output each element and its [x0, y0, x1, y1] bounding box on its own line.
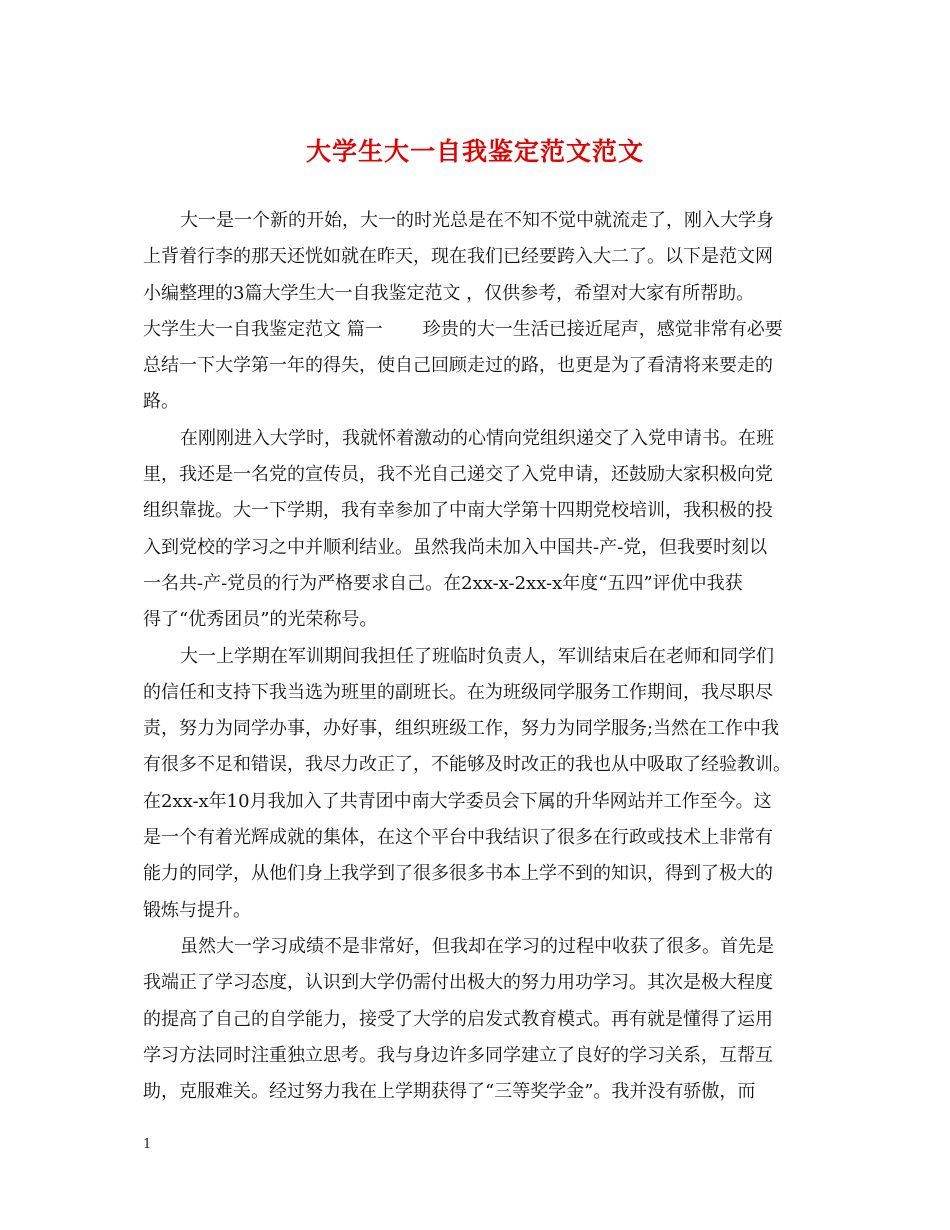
text-line: 的信任和支持下我当选为班里的副班长。在为班级同学服务工作期间，我尽职尽: [143, 681, 773, 703]
page-number: 1: [143, 1137, 152, 1152]
text-line: 一名共-产-党员的行为严格要求自己。在2xx-x-2xx-x年度“五四”评优中我获: [143, 572, 743, 594]
text-line: 大一是一个新的开始，大一的时光总是在不知不觉中就流走了，刚入大学身: [180, 210, 774, 231]
section-heading: 大学生大一自我鉴定范文 篇一: [143, 318, 383, 340]
text-line: 是一个有着光辉成就的集体，在这个平台中我结识了很多在行政或技术上非常有: [143, 827, 773, 849]
text-line: 大一上学期在军训期间我担任了班临时负责人，军训结束后在老师和同学们: [180, 645, 774, 667]
text-line: 上背着行李的那天还恍如就在昨天，现在我们已经要跨入大二了。以下是范文网: [143, 246, 773, 268]
text-line: 在刚刚进入大学时，我就怀着激动的心情向党组织递交了入党申请书。在班: [180, 427, 774, 449]
text-line: 虽然大一学习成绩不是非常好，但我却在学习的过程中收获了很多。首先是: [180, 935, 774, 957]
text-line: 有很多不足和错误，我尽力改正了，不能够及时改正的我也从中吸取了经验教训。: [143, 754, 791, 776]
text-line: 学习方法同时注重独立思考。我与身边许多同学建立了良好的学习关系，互帮互: [143, 1044, 773, 1066]
text-line: 珍贵的大一生活已接近尾声，感觉非常有必要: [422, 318, 783, 340]
text-line: 小编整理的3篇大学生大一自我鉴定范文 ，仅供参考，希望对大家有所帮助。: [143, 282, 755, 304]
document-body: [143, 203, 811, 1110]
text-line: 助，克服难关。经过努力我在上学期获得了“三等奖学金”。我并没有骄傲，而: [143, 1081, 756, 1103]
text-line: 锻炼与提升。: [143, 899, 251, 921]
text-line: 的提高了自己的自学能力，接受了大学的启发式教育模式。再有就是懂得了运用: [143, 1008, 773, 1030]
text-line: 入到党校的学习之中并顺利结业。虽然我尚未加入中国共-产-党，但我要时刻以: [143, 536, 768, 558]
text-line: 我端正了学习态度，认识到大学仍需付出极大的努力用功学习。其次是极大程度: [143, 972, 773, 994]
text-line: 总结一下大学第一年的得失，使自己回顾走过的路，也更是为了看清将来要走的: [143, 355, 773, 377]
text-line: 组织靠拢。大一下学期，我有幸参加了中南大学第十四期党校培训，我积极的投: [143, 500, 773, 522]
text-line: 里，我还是一名党的宣传员，我不光自己递交了入党申请，还鼓励大家积极向党: [143, 464, 773, 486]
text-line: 能力的同学，从他们身上我学到了很多很多书本上学不到的知识，得到了极大的: [143, 863, 773, 885]
text-line: 得了“优秀团员”的光荣称号。: [143, 609, 378, 631]
text-line: 责，努力为同学办事，办好事，组织班级工作，努力为同学服务;当然在工作中我: [143, 718, 780, 740]
section-heading-line: [143, 312, 811, 348]
document-title: 大学生大一自我鉴定范文范文: [305, 137, 644, 166]
text-line: 在2xx-x年10月我加入了共青团中南大学委员会下属的升华网站并工作至今。这: [143, 790, 772, 812]
text-line: 路。: [143, 391, 179, 413]
